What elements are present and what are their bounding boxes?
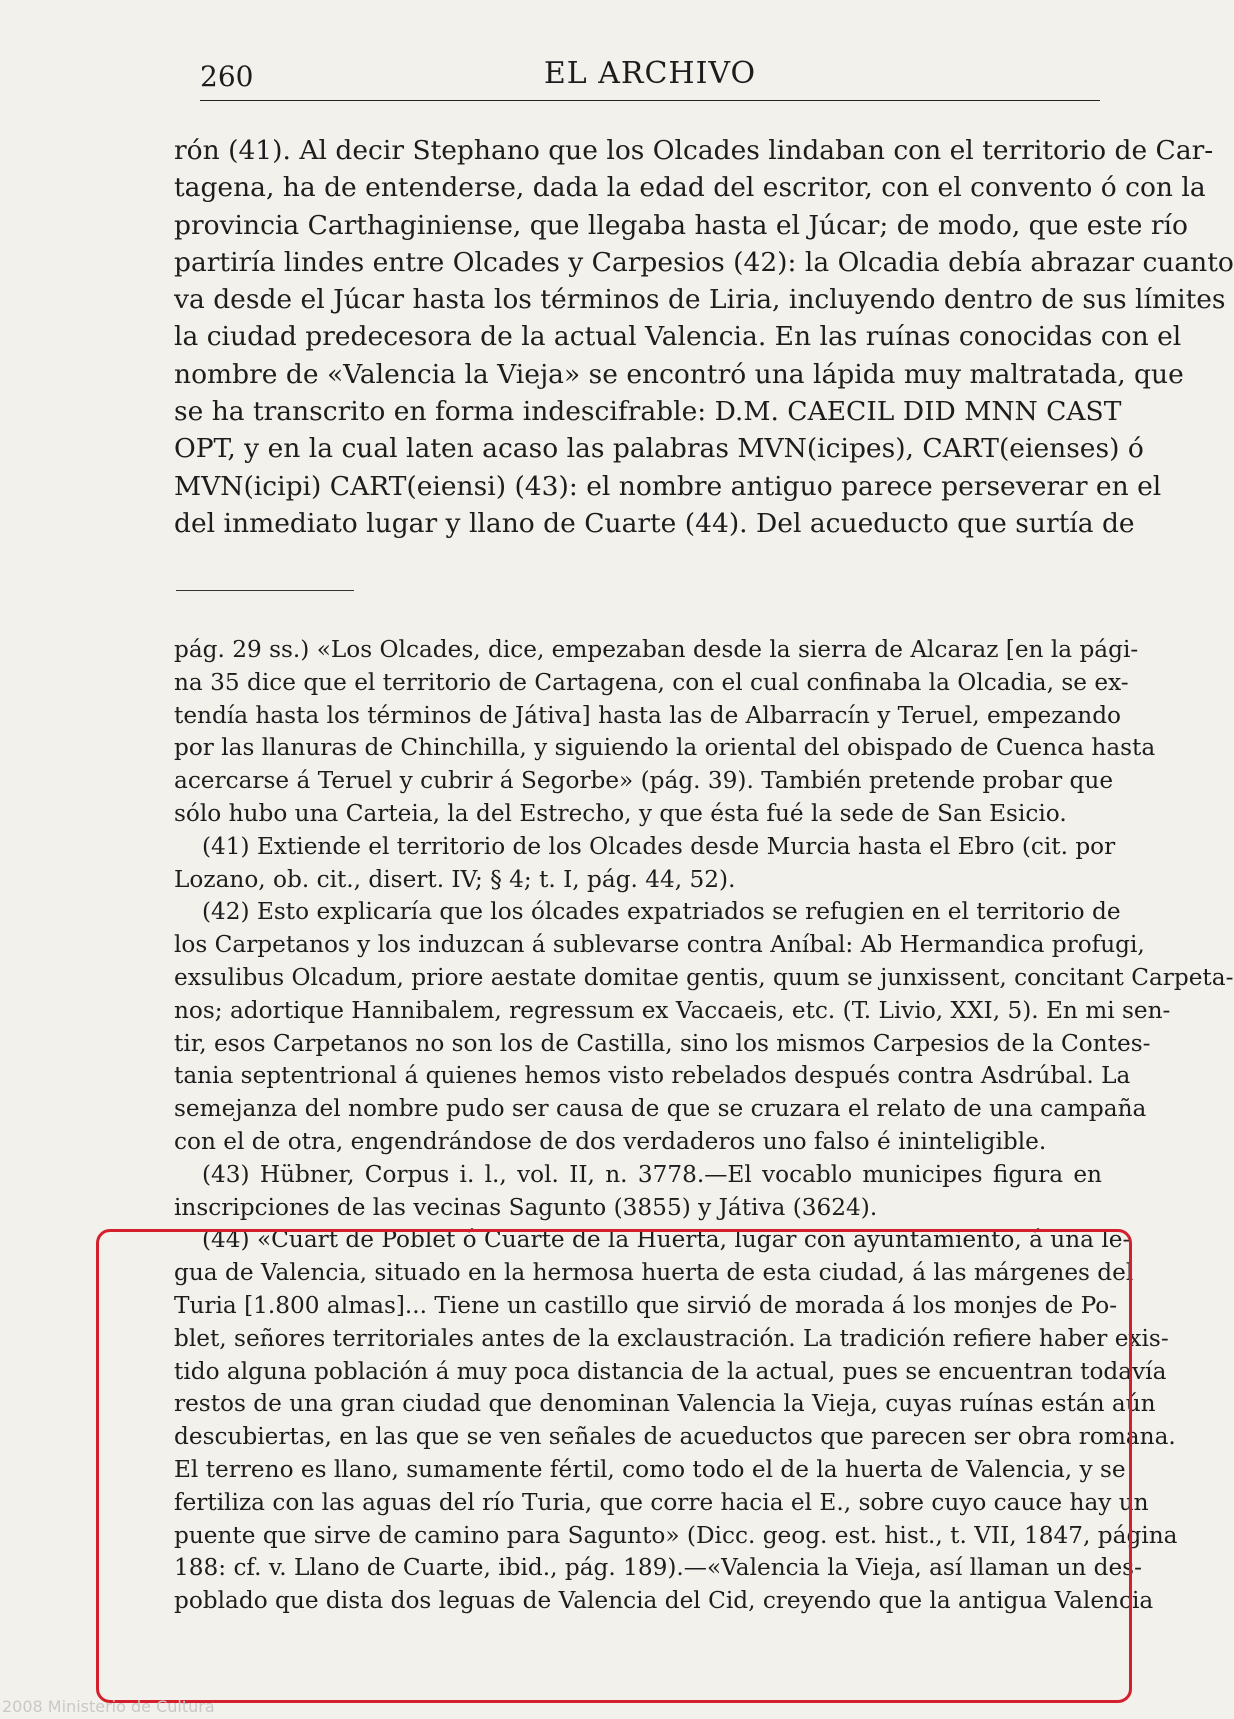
body-line: partiría lindes entre Olcades y Carpesios (42): la Olcadia debía abrazar cuanto: [174, 246, 1234, 278]
footnote-line: tania septentrional á quienes hemos visto rebelados después contra Asdrúbal. La: [174, 1062, 1131, 1090]
running-title: EL ARCHIVO: [543, 56, 757, 91]
footnote-line: inscripciones de las vecinas Sagunto (3855) y Játiva (3624).: [174, 1193, 878, 1221]
footnote-line: blet, señores territoriales antes de la exclaustración. La tradición refiere haber exis-: [174, 1324, 1169, 1352]
page-number: 260: [200, 60, 254, 93]
body-line: rón (41). Al decir Stephano que los Olcades lindaban con el territorio de Car-: [174, 135, 1214, 166]
main-text: [174, 132, 1234, 542]
footnote-line: sólo hubo una Carteia, la del Estrecho, y que ésta fué la sede de San Esicio.: [174, 799, 1067, 827]
footnote-line: exsulibus Olcadum, priore aestate domitae gentis, quum se junxissent, concitant Carpeta-: [174, 963, 1234, 991]
footnote-line: El terreno es llano, sumamente fértil, como todo el de la huerta de Valencia, y se: [174, 1455, 1126, 1483]
footnote-43: (43) Hübner, Corpus i. l., vol. II, n. 3778.—El vocablo municipes figura en: [202, 1160, 1102, 1188]
body-line: se ha transcrito en forma indescifrable: D.M. CAECIL DID MNN CAST: [174, 396, 1122, 428]
footnote-line: tido alguna población á muy poca distancia de la actual, pues se encuentran todavía: [174, 1357, 1167, 1385]
footnotes: [174, 634, 1234, 1618]
footnote-line: Turia [1.800 almas]... Tiene un castillo que sirvió de morada á los monjes de Po-: [174, 1291, 1118, 1319]
body-line: nombre de «Valencia la Vieja» se encontró una lápida muy maltratada, que: [174, 358, 1184, 390]
footnote-44: (44) «Cuart de Poblet ó Cuarte de la Huerta, lugar con ayuntamiento, á una le-: [202, 1226, 1131, 1254]
footnote-line: los Carpetanos y los induzcan á sublevarse contra Aníbal: Ab Hermandica profugi,: [174, 931, 1145, 959]
body-line: provincia Carthaginiense, que llegaba hasta el Júcar; de modo, que este río: [174, 209, 1188, 241]
footnote-line: fertiliza con las aguas del río Turia, que corre hacia el E., sobre cuyo cauce hay un: [174, 1488, 1149, 1516]
footnote-line: con el de otra, engendrándose de dos verdaderos uno falso é ininteligible.: [174, 1127, 1047, 1155]
footnote-line: restos de una gran ciudad que denominan Valencia la Vieja, cuyas ruínas están aún: [174, 1390, 1156, 1418]
body-line: va desde el Júcar hasta los términos de Liria, incluyendo dentro de sus límites: [174, 284, 1226, 316]
footnote-41: (41) Extiende el territorio de los Olcades desde Murcia hasta el Ebro (cit. por: [202, 832, 1116, 860]
footnote-line: pág. 29 ss.) «Los Olcades, dice, empezaban desde la sierra de Alcaraz [en la pági-: [174, 636, 1139, 663]
page-header: [200, 54, 1100, 101]
footnote-line: Lozano, ob. cit., disert. IV; § 4; t. I, pág. 44, 52).: [174, 865, 736, 893]
body-line: del inmediato lugar y llano de Cuarte (44). Del acueducto que surtía de: [174, 507, 1135, 539]
body-line: MVN(icipi) CART(eiensi) (43): el nombre antiguo parece perseverar en el: [174, 470, 1162, 502]
footnote-separator: [176, 590, 354, 591]
footnote-line: 188: cf. v. Llano de Cuarte, ibid., pág. 189).—«Valencia la Vieja, así llaman un des-: [174, 1554, 1142, 1582]
footnote-line: poblado que dista dos leguas de Valencia del Cid, creyendo que la antigua Valencia: [174, 1587, 1154, 1615]
footnote-line: tir, esos Carpetanos no son los de Castilla, sino los mismos Carpesios de la Contes-: [174, 1029, 1151, 1057]
footnote-line: acercarse á Teruel y cubrir á Segorbe» (pág. 39). También pretende probar que: [174, 767, 1114, 795]
footnote-42: (42) Esto explicaría que los ólcades expatriados se refugien en el territorio de: [202, 898, 1121, 926]
body-line: la ciudad predecesora de la actual Valencia. En las ruínas conocidas con el: [174, 321, 1182, 353]
body-line: OPT, y en la cual laten acaso las palabras MVN(icipes), CART(eienses) ó: [174, 433, 1144, 465]
watermark: 2008 Ministerio de Cultura: [2, 1697, 215, 1716]
footnote-line: descubiertas, en las que se ven señales de acueductos que parecen ser obra romana.: [174, 1423, 1176, 1451]
footnote-line: tendía hasta los términos de Játiva] hasta las de Albarracín y Teruel, empezando: [174, 701, 1122, 729]
footnote-line: na 35 dice que el territorio de Cartagena, con el cual confinaba la Olcadia, se ex-: [174, 668, 1129, 696]
footnote-line: gua de Valencia, situado en la hermosa huerta de esta ciudad, á las márgenes del: [174, 1259, 1134, 1287]
footnote-line: semejanza del nombre pudo ser causa de que se cruzara el relato de una campaña: [174, 1095, 1147, 1123]
footnote-line: nos; adortique Hannibalem, regressum ex Vaccaeis, etc. (T. Livio, XXI, 5). En mi sen-: [174, 996, 1171, 1024]
body-line: tagena, ha de entenderse, dada la edad del escritor, con el convento ó con la: [174, 172, 1206, 204]
footnote-line: puente que sirve de camino para Sagunto» (Dicc. geog. est. hist., t. VII, 1847, página: [174, 1521, 1178, 1549]
footnote-line: por las llanuras de Chinchilla, y siguiendo la oriental del obispado de Cuenca hasta: [174, 734, 1156, 762]
